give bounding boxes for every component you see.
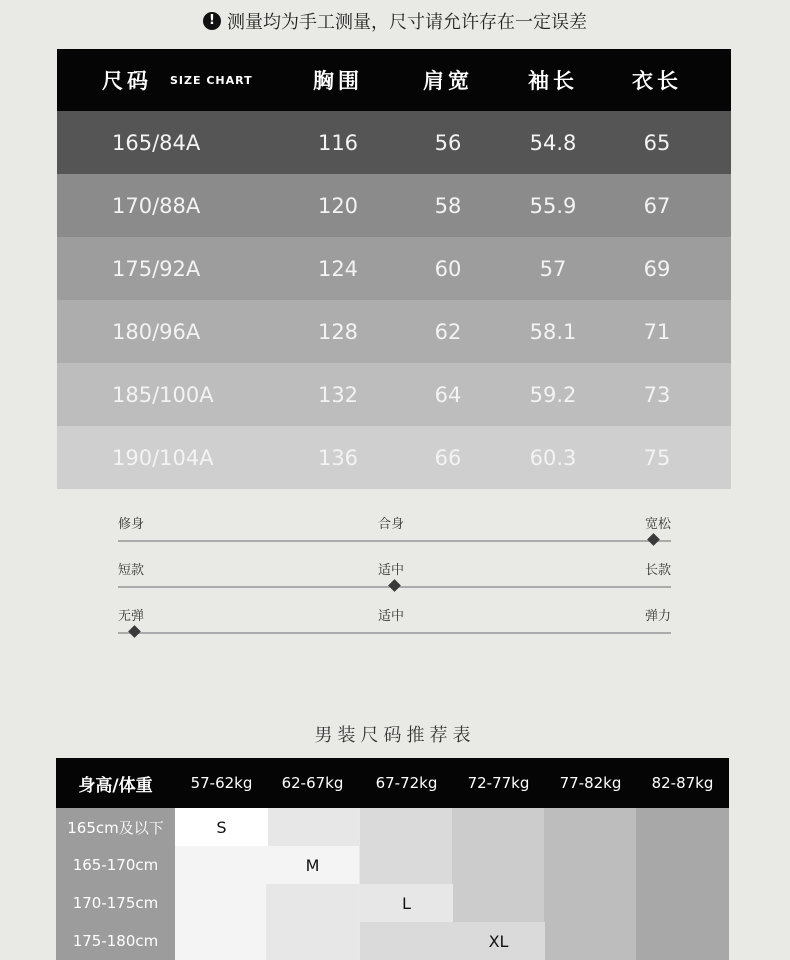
recommend-height-label: 165-170cm [56, 846, 175, 884]
recommend-height-label: 170-175cm [56, 884, 175, 922]
size-chart-table [57, 49, 731, 489]
recommend-weight-header: 77-82kg [559, 774, 622, 792]
recommend-weight-header: 57-62kg [190, 774, 253, 792]
header-sleeve: 袖长 [528, 69, 578, 93]
size-row [57, 174, 731, 237]
header-chest: 胸围 [313, 69, 363, 93]
fit-track [118, 540, 671, 542]
size-cell-chest: 124 [317, 256, 359, 281]
recommend-height-label: 165cm及以下 [56, 808, 175, 846]
fit-label-mid: 合身 [378, 517, 405, 532]
fit-label-left: 修身 [118, 517, 145, 532]
size-row [57, 237, 731, 300]
recommend-size-mark: M [305, 856, 320, 875]
size-cell-length: 71 [643, 319, 671, 344]
size-cell-shoulder: 64 [434, 382, 462, 407]
header-length: 衣长 [632, 69, 682, 93]
recommend-table [56, 758, 729, 960]
fit-label-left: 无弹 [118, 609, 145, 624]
size-cell-sleeve: 57 [539, 256, 567, 281]
recommend-size-mark: L [402, 894, 411, 913]
measurement-notice [0, 8, 790, 34]
header-size [102, 49, 253, 111]
fit-label-left: 短款 [118, 563, 145, 578]
recommend-column-bg [636, 808, 729, 960]
size-cell-shoulder: 60 [434, 256, 462, 281]
size-cell-shoulder: 66 [434, 445, 462, 470]
fit-label-right: 弹力 [644, 609, 671, 624]
size-cell-chest: 116 [317, 130, 359, 155]
size-cell-sleeve: 60.3 [529, 445, 577, 470]
size-cell-size: 165/84A [112, 130, 201, 155]
size-row [57, 426, 731, 489]
size-cell-size: 175/92A [112, 256, 201, 281]
size-cell-sleeve: 59.2 [529, 382, 577, 407]
size-cell-sleeve: 55.9 [529, 193, 577, 218]
fit-marker-diamond-icon [388, 579, 401, 592]
size-cell-sleeve: 54.8 [529, 130, 577, 155]
fit-scale [118, 559, 671, 579]
fit-marker-diamond-icon [128, 625, 141, 638]
size-row [57, 300, 731, 363]
recommend-size-mark: XL [488, 932, 509, 951]
recommend-weight-header: 62-67kg [281, 774, 344, 792]
size-cell-length: 75 [643, 445, 671, 470]
fit-label-right: 宽松 [644, 517, 671, 532]
fit-label-right: 长款 [644, 563, 671, 578]
fit-label-mid: 适中 [378, 563, 405, 578]
header-shoulder: 肩宽 [423, 69, 473, 93]
recommend-column-bg [544, 808, 637, 960]
header-size-label: 尺码 [102, 69, 152, 93]
size-cell-shoulder: 56 [434, 130, 462, 155]
size-cell-size: 170/88A [112, 193, 201, 218]
notice-text: 测量均为手工测量，尺寸请允许存在一定误差 [227, 12, 587, 33]
fit-marker-diamond-icon [648, 533, 661, 546]
recommend-header [56, 758, 729, 808]
recommend-column-bg [266, 808, 359, 960]
recommend-size-mark: S [216, 818, 227, 837]
size-cell-shoulder: 62 [434, 319, 462, 344]
recommend-weight-header: 67-72kg [375, 774, 438, 792]
fit-scale [118, 605, 671, 625]
header-size-sub-label: SIZE CHART [170, 73, 253, 87]
recommend-weight-header: 72-77kg [467, 774, 530, 792]
fit-scale [118, 513, 671, 533]
size-row [57, 363, 731, 426]
size-cell-chest: 132 [317, 382, 359, 407]
recommend-height-label: 175-180cm [56, 922, 175, 960]
size-cell-sleeve: 58.1 [529, 319, 577, 344]
size-cell-length: 67 [643, 193, 671, 218]
size-cell-size: 190/104A [112, 445, 214, 470]
size-cell-size: 185/100A [112, 382, 214, 407]
size-cell-length: 69 [643, 256, 671, 281]
recommend-body [56, 808, 729, 960]
exclamation-icon: ! [203, 12, 221, 30]
recommend-weight-header: 82-87kg [651, 774, 714, 792]
size-cell-size: 180/96A [112, 319, 201, 344]
size-cell-chest: 120 [317, 193, 359, 218]
size-cell-length: 73 [643, 382, 671, 407]
fit-track [118, 632, 671, 634]
size-cell-chest: 128 [317, 319, 359, 344]
size-cell-shoulder: 58 [434, 193, 462, 218]
recommend-title: 男装尺码推荐表 [314, 725, 476, 746]
size-cell-length: 65 [643, 130, 671, 155]
size-cell-chest: 136 [317, 445, 359, 470]
size-chart-header [57, 49, 731, 111]
recommend-header-label: 身高/体重 [78, 775, 153, 796]
size-row [57, 111, 731, 174]
fit-label-mid: 适中 [378, 609, 405, 624]
